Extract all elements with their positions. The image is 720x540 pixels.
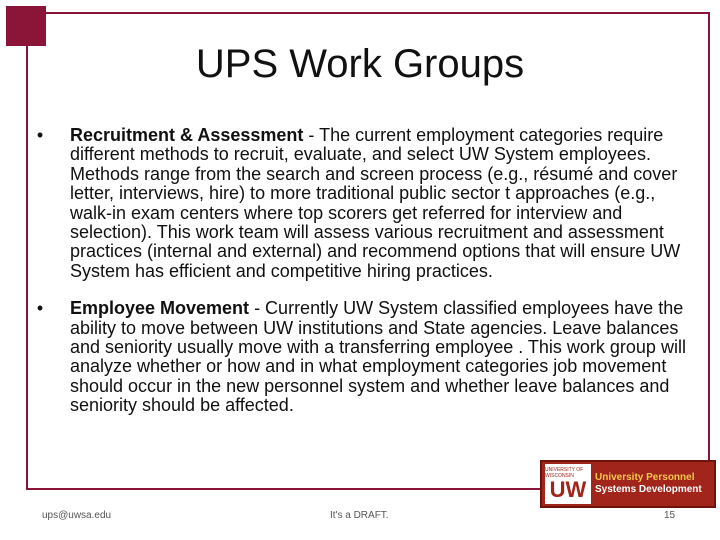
logo-line-2: Systems Development bbox=[595, 484, 702, 495]
bullet-item-employee-movement bbox=[30, 299, 700, 415]
footer-email: ups@uwsa.edu bbox=[42, 510, 112, 521]
bullet-text: - The current employment categories require different methods to recruit, evaluate, and select UW System employees. Methods range from the search and screen process (e.g., résumé and cover letter, interviews, hire) to more traditional public sector t approaches (e.g., walk-in exam centers where top scorers get referred for interview and selection). This work team will assess various recruitment and assessment practices (internal and external) and recommend options that will ensure UW System has efficient and competitive hiring practices. bbox=[70, 125, 681, 281]
bullet-text: - Currently UW System classified employees have the ability to move between UW institutions and State agencies. Leave balances and seniority usually move with a transferring employee . This work group will analyze whether or how and in what employment categories job movement should occur in the new personnel system and whether leave balances and seniority should be affected. bbox=[70, 298, 686, 416]
bullet-heading: Employee Movement bbox=[70, 298, 250, 319]
bullet-marker: • bbox=[36, 298, 44, 319]
bullet-marker: • bbox=[36, 125, 44, 145]
bullet-heading: Recruitment & Assessment bbox=[70, 125, 304, 145]
logo-line-1: University Personnel bbox=[595, 472, 695, 483]
footer-note: It's a DRAFT. bbox=[330, 510, 389, 521]
ups-logo bbox=[540, 460, 716, 508]
uw-logo-mark bbox=[545, 464, 591, 504]
slide-title: UPS Work Groups bbox=[195, 42, 525, 86]
bullet-list bbox=[30, 126, 700, 416]
bullet-item-recruitment bbox=[30, 126, 700, 281]
uw-logo-letters: UW bbox=[549, 477, 587, 502]
page-number: 15 bbox=[664, 510, 676, 521]
logo-text bbox=[591, 472, 714, 496]
uw-logo-caption: UNIVERSITY OF WISCONSIN bbox=[545, 467, 584, 479]
